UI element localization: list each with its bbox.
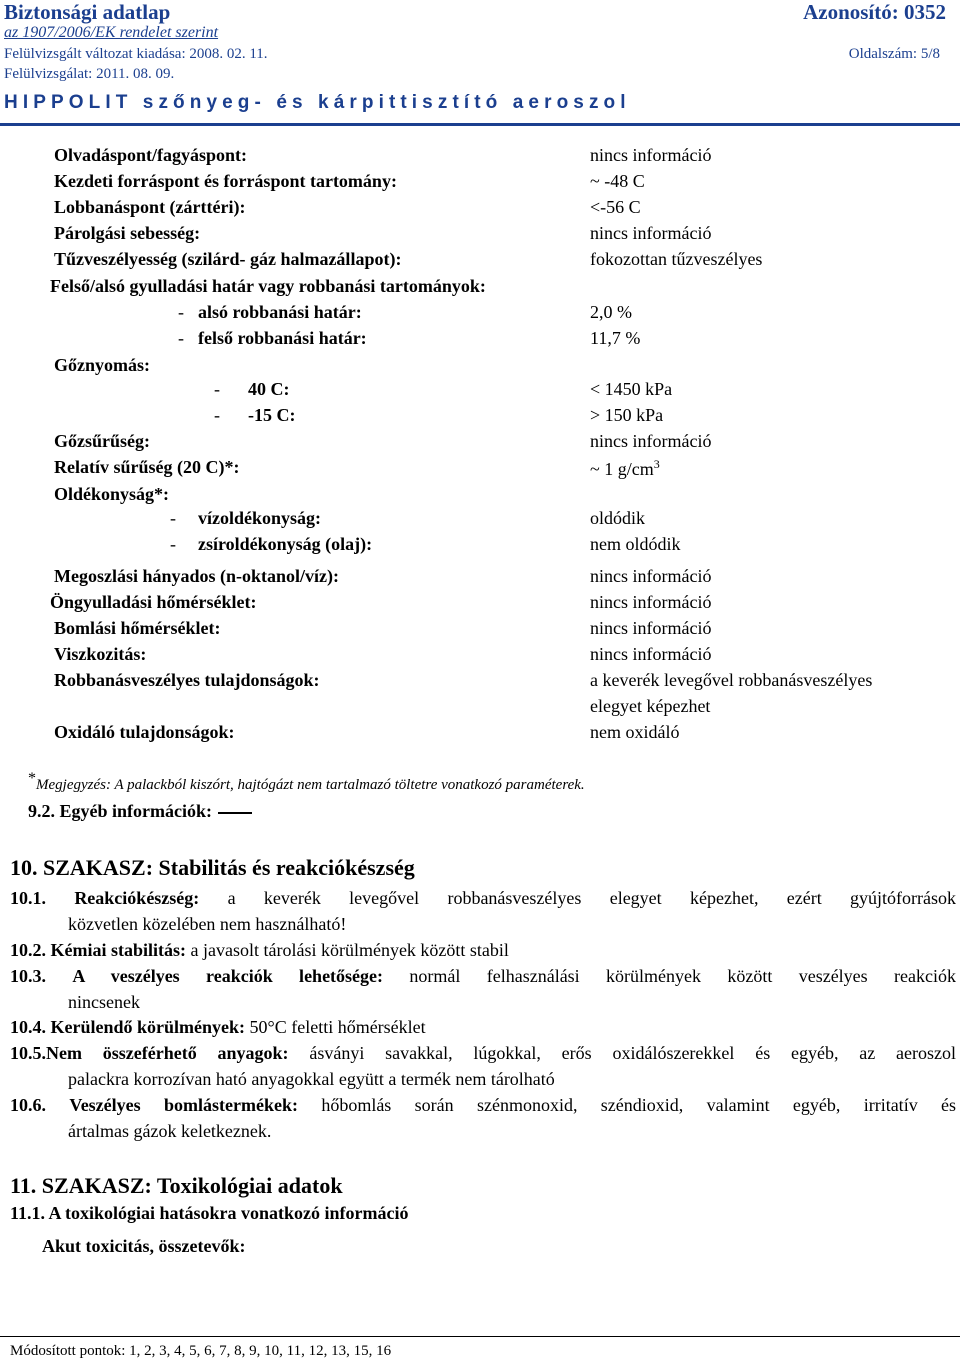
item-text: hőbomlás során szénmonoxid, széndioxid, valamint egyéb, irritatív és bbox=[321, 1095, 957, 1115]
header-divider bbox=[0, 123, 960, 126]
section-10-item bbox=[10, 885, 956, 937]
property-value bbox=[590, 457, 660, 480]
property-value-text: 2,0 % bbox=[590, 302, 632, 322]
section-10-item bbox=[10, 1040, 956, 1092]
item-text: ásványi savakkal, lúgokkal, erős oxidálószerekkel és egyéb, az aeroszol bbox=[309, 1043, 957, 1063]
item-number: 10.6. bbox=[10, 1095, 46, 1115]
item-heading: Kémiai stabilitás: bbox=[50, 940, 186, 960]
list-dash: - bbox=[170, 508, 176, 528]
property-value-text: elegyet képezhet bbox=[590, 696, 711, 716]
property-row bbox=[0, 276, 960, 302]
property-value-text: oldódik bbox=[590, 508, 646, 528]
property-label: Öngyulladási hőmérséklet: bbox=[50, 592, 257, 612]
issue-date: Felülvizsgált változat kiadása: 2008. 02. 11. bbox=[4, 46, 268, 62]
property-label: Robbanásveszélyes tulajdonságok: bbox=[54, 670, 320, 690]
dash-mark bbox=[218, 812, 252, 814]
property-row bbox=[0, 508, 960, 534]
item-text: normál felhasználási körülmények között veszélyes reakciók bbox=[409, 966, 956, 986]
item-heading: Nem összeférhető anyagok: bbox=[46, 1043, 289, 1063]
list-dash: - bbox=[214, 379, 220, 399]
item-first-line bbox=[10, 963, 956, 989]
item-heading: Kerülendő körülmények: bbox=[50, 1017, 246, 1037]
property-value bbox=[590, 508, 645, 529]
list-dash: - bbox=[170, 534, 176, 554]
item-heading: A veszélyes reakciók lehetősége: bbox=[72, 966, 384, 986]
property-value-text: nincs információ bbox=[590, 644, 712, 664]
property-row bbox=[0, 696, 960, 722]
footer-divider bbox=[0, 1336, 960, 1337]
property-value-text: nem oldódik bbox=[590, 534, 681, 554]
property-label: Párolgási sebesség: bbox=[54, 223, 201, 243]
property-label: 40 C: bbox=[248, 379, 290, 399]
property-row bbox=[0, 249, 960, 275]
property-value-text: ~ 1 g/cm bbox=[590, 459, 654, 479]
list-dash: - bbox=[214, 405, 220, 425]
property-value bbox=[590, 223, 711, 244]
property-value-text: nincs információ bbox=[590, 618, 712, 638]
property-value bbox=[590, 618, 711, 639]
property-row bbox=[0, 355, 960, 381]
property-value bbox=[590, 249, 762, 270]
item-number: 10.2. bbox=[10, 940, 46, 960]
item-number: 10.3. bbox=[10, 966, 46, 986]
property-row bbox=[0, 431, 960, 457]
property-value bbox=[590, 145, 711, 166]
item-continuation: ártalmas gázok keletkeznek. bbox=[68, 1121, 272, 1141]
list-dash: - bbox=[178, 302, 184, 322]
property-value-text: nincs információ bbox=[590, 431, 712, 451]
property-label: Lobbanáspont (zárttéri): bbox=[54, 197, 246, 217]
property-label: Megoszlási hányados (n-oktanol/víz): bbox=[54, 566, 340, 586]
property-row bbox=[0, 644, 960, 670]
property-label: alsó robbanási határ: bbox=[198, 302, 362, 322]
item-number: 10.5. bbox=[10, 1043, 46, 1063]
property-row bbox=[0, 457, 960, 483]
property-row bbox=[0, 405, 960, 431]
property-row bbox=[0, 534, 960, 560]
footnote-star: * bbox=[28, 770, 36, 787]
item-first-line bbox=[10, 1092, 956, 1118]
item-text: a javasolt tárolási körülmények között stabil bbox=[190, 940, 509, 960]
property-value-text: 11,7 % bbox=[590, 328, 641, 348]
property-value-text: fokozottan tűzveszélyes bbox=[590, 249, 763, 269]
footnote bbox=[28, 770, 585, 794]
property-row bbox=[0, 618, 960, 644]
property-value-text: <-56 C bbox=[590, 197, 641, 217]
property-label: Oldékonyság*: bbox=[54, 484, 170, 504]
property-value-text: nincs információ bbox=[590, 566, 712, 586]
property-label: Viszkozitás: bbox=[54, 644, 147, 664]
regulation-reference: az 1907/2006/EK rendelet szerint bbox=[4, 24, 219, 41]
other-information-label: 9.2. Egyéb információk: bbox=[28, 801, 212, 821]
property-label: zsíroldékonyság (olaj): bbox=[198, 534, 373, 554]
property-label: Olvadáspont/fagyáspont: bbox=[54, 145, 248, 165]
revision-date: Felülvizsgálat: 2011. 08. 09. bbox=[4, 66, 175, 82]
item-first-line bbox=[10, 1040, 956, 1066]
property-value-text: > 150 kPa bbox=[590, 405, 664, 425]
section-10-title: 10. SZAKASZ: Stabilitás és reakciókészség bbox=[10, 855, 415, 880]
section-10-item bbox=[10, 963, 956, 1015]
property-row bbox=[0, 722, 960, 748]
product-name: HIPPOLIT szőnyeg- és kárpittisztító aeroszol bbox=[4, 92, 631, 113]
property-value bbox=[590, 592, 711, 613]
property-row bbox=[0, 379, 960, 405]
property-value-text: ~ -48 C bbox=[590, 171, 645, 191]
property-value bbox=[590, 379, 672, 400]
list-dash: - bbox=[178, 328, 184, 348]
property-value-text: nincs információ bbox=[590, 145, 712, 165]
property-row bbox=[0, 171, 960, 197]
section-10-item bbox=[10, 1092, 956, 1144]
item-number: 10.4. bbox=[10, 1017, 46, 1037]
property-row bbox=[0, 197, 960, 223]
property-label: vízoldékonyság: bbox=[198, 508, 322, 528]
item-heading: Veszélyes bomlástermékek: bbox=[69, 1095, 298, 1115]
property-value-text: nem oxidáló bbox=[590, 722, 680, 742]
page-number: Oldalszám: 5/8 bbox=[848, 46, 940, 62]
property-value-text: nincs információ bbox=[590, 592, 712, 612]
property-value bbox=[590, 405, 663, 426]
property-value bbox=[590, 722, 679, 743]
modified-points: Módosított pontok: 1, 2, 3, 4, 5, 6, 7, 8, 9, 10, 11, 12, 13, 15, 16 bbox=[10, 1343, 392, 1359]
property-label: Gőznyomás: bbox=[54, 355, 150, 375]
property-value bbox=[590, 328, 640, 349]
property-label: Oxidáló tulajdonságok: bbox=[54, 722, 235, 742]
property-value-text: < 1450 kPa bbox=[590, 379, 673, 399]
item-continuation: nincsenek bbox=[68, 992, 140, 1012]
item-first-line bbox=[10, 885, 956, 911]
property-value-text: a keverék levegővel robbanásveszélyes bbox=[590, 670, 873, 690]
property-value bbox=[590, 534, 681, 555]
item-continuation: közvetlen közelében nem használható! bbox=[68, 914, 347, 934]
property-row bbox=[0, 566, 960, 592]
other-information bbox=[28, 801, 252, 822]
document-title: Biztonsági adatlap bbox=[4, 0, 171, 24]
section-10-item bbox=[10, 1014, 956, 1040]
property-row bbox=[0, 484, 960, 510]
property-label: Bomlási hőmérséklet: bbox=[54, 618, 221, 638]
property-label: -15 C: bbox=[248, 405, 296, 425]
item-text: 50°C feletti hőmérséklet bbox=[249, 1017, 426, 1037]
section-10-item bbox=[10, 937, 956, 963]
property-row bbox=[0, 670, 960, 696]
property-value bbox=[590, 171, 645, 192]
property-row bbox=[0, 592, 960, 618]
property-value-text: nincs információ bbox=[590, 223, 712, 243]
superscript: 3 bbox=[653, 457, 660, 471]
property-value bbox=[590, 670, 872, 691]
property-row bbox=[0, 223, 960, 249]
footnote-text: Megjegyzés: A palackból kiszórt, hajtógázt nem tartalmazó töltetre vonatkozó paraméterek. bbox=[36, 777, 585, 793]
acute-toxicity-heading: Akut toxicitás, összetevők: bbox=[42, 1236, 246, 1256]
property-value bbox=[590, 302, 632, 323]
property-label: Gőzsűrűség: bbox=[54, 431, 150, 451]
item-heading: Reakciókészség: bbox=[74, 888, 200, 908]
item-first-line bbox=[10, 1014, 956, 1040]
property-value bbox=[590, 644, 711, 665]
property-value bbox=[590, 431, 711, 452]
property-value bbox=[590, 696, 710, 717]
property-row bbox=[0, 145, 960, 171]
item-continuation: palackra korrozívan ható anyagokkal együtt a termék nem tárolható bbox=[68, 1069, 555, 1089]
property-row bbox=[0, 328, 960, 354]
property-label: Relatív sűrűség (20 C)*: bbox=[54, 457, 240, 477]
property-row bbox=[0, 302, 960, 328]
item-number: 10.1. bbox=[10, 888, 46, 908]
document-identifier: Azonosító: 0352 bbox=[803, 0, 946, 24]
property-value bbox=[590, 197, 641, 218]
property-label: Felső/alsó gyulladási határ vagy robbanási tartományok: bbox=[50, 276, 486, 296]
property-value bbox=[590, 566, 711, 587]
section-11-subtitle: 11.1. A toxikológiai hatásokra vonatkozó információ bbox=[10, 1203, 409, 1223]
item-first-line bbox=[10, 937, 956, 963]
item-text: a keverék levegővel robbanásveszélyes elegyet képezhet, ezért gyújtóforrások bbox=[227, 888, 956, 908]
property-label: felső robbanási határ: bbox=[198, 328, 367, 348]
property-label: Kezdeti forráspont és forráspont tartomány: bbox=[54, 171, 397, 191]
section-11-title: 11. SZAKASZ: Toxikológiai adatok bbox=[10, 1173, 343, 1198]
property-label: Tűzveszélyesség (szilárd- gáz halmazállapot): bbox=[54, 249, 402, 269]
